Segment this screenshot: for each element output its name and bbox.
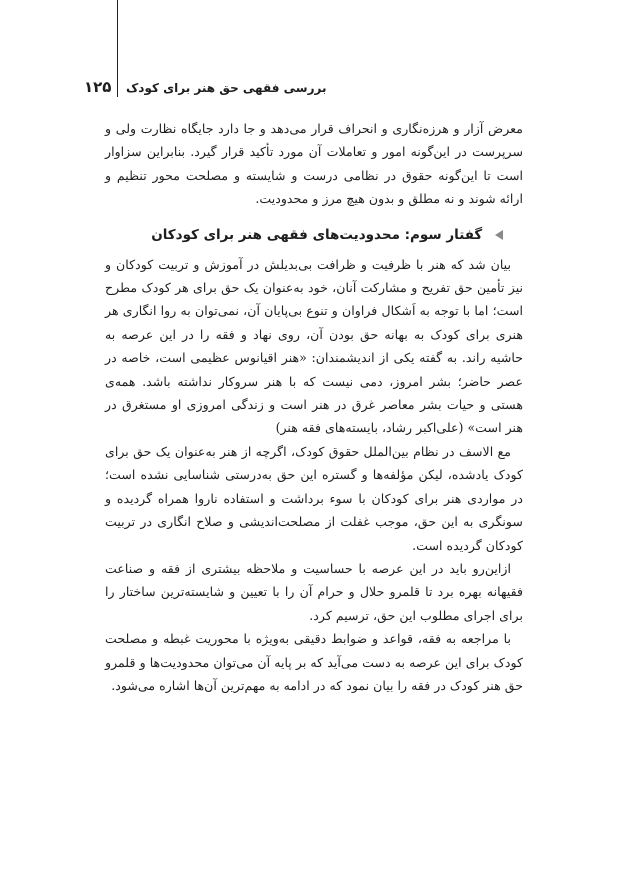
page-number: ۱۲۵ <box>84 78 112 96</box>
triangle-marker-icon <box>495 230 503 240</box>
page-content <box>105 117 523 697</box>
running-head: بررسی فقهی حق هنر برای کودک <box>126 81 327 95</box>
intro-paragraph: معرض آزار و هرزه‌نگاری و انحراف قرار می‌دهد و جا دارد جایگاه نظارت ولی و سرپرست در این‌گونه امور و تعاملات آن مورد تأکید قرار گیرد. بنابراین سزاوار است تا این‌گونه حقوق در نظامی درست و شایسته و مصلحت محور تنظیم و ارائه شوند و نه مطلق و بدون هیچ مرز و محدودیت. <box>105 121 523 207</box>
page-header <box>0 76 624 98</box>
body-paragraph: با مراجعه به فقه، قواعد و ضوابط دقیقی به‌ویژه با محوریت غبطه و مصلحت کودک برای این عرصه به دست می‌آید که بر پایه آن می‌توان محدودیت‌ها و قلمرو حق هنر کودک در فقه را بیان نمود که در ادامه به مهم‌ترین آن‌ها اشاره می‌شود. <box>105 631 523 693</box>
body-paragraph: ازاین‌رو باید در این عرصه با حساسیت و ملاحظه بیشتری از فقه و صناعت فقیهانه بهره برد تا قلمرو حلال و حرام آن را با تعیین و شایسته‌ترین ساختار را برای اجرای مطلوب این حق، ترسیم کرد. <box>105 560 523 623</box>
body-paragraph: مع الاسف در نظام بین‌الملل حقوق کودک، اگرچه از هنر به‌عنوان یک حق برای کودک یادشده، لیکن مؤلفه‌ها و گستره این حق به‌درستی شناسایی نشده است؛ در مواردی هنر برای کودکان با سوء برداشت و استفاده ناروا همراه گردیده و سونگری به این حق، موجب غفلت از مصلحت‌اندیشی و صلاح انگاری در تربیت کودکان گردیده است. <box>105 443 523 553</box>
section-title: گفتار سوم: محدودیت‌های فقهی هنر برای کودکان <box>151 226 483 243</box>
body-paragraph: بیان شد که هنر با ظرفیت و ظرافت بی‌بدیلش در آموزش و تربیت کودکان و نیز تأمین حق تفریح و مشارکت آنان، خود به‌عنوان یک حق برای هر کودک مطرح است؛ اما با توجه به اَشکال فراوان و تنوع بی‌پایان آن، نمی‌توان به روا انگاری هر هنری برای کودک به بهانه حق بودن آن، روی نهاد و فقه را در این عرصه به حاشیه راند. به گفته یکی از اندیشمندان: «هنر اقیانوس عظیمی است، خاصه در عصر حاضر؛ بشر امروز، دمی نیست که با هنر سروکار نداشته باشد. همه‌ی هستی و حیات بشر معاصر غرق در هنر است و زندگی امروزی او مستغرق در هنر است» (علی‌اکبر رشاد، بایسته‌های فقه هنر) <box>105 256 523 436</box>
section-heading <box>105 223 523 247</box>
